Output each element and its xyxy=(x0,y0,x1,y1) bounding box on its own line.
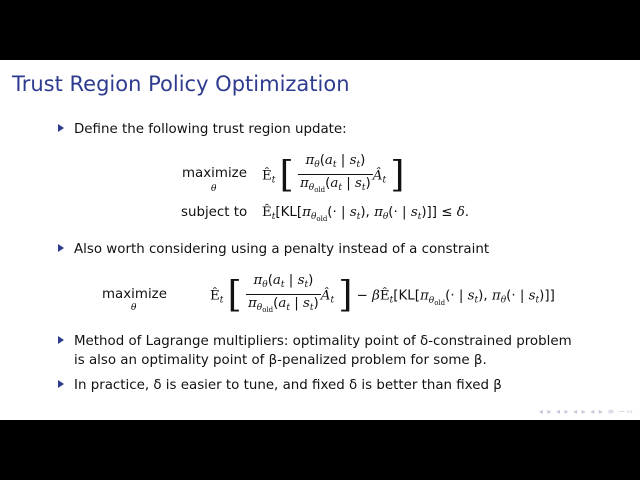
bullet-4 xyxy=(74,376,502,395)
bullet-triangle-icon xyxy=(58,380,64,388)
maximize-label: maximize xyxy=(182,166,247,181)
penalized-objective: $Ê_t$ [ $\frac{\pi_\theta(a_t | s_t)}{\pi_{\theta_{old}}(a_t | s_t)}$ $Â_t$ ] − $\beta Ê_t[KL[\pi_{\theta_{old}}(\cdot$ | $s_t$), $\pi_\theta(\cdot$ | $s_t$)]] xyxy=(210,272,555,319)
bullet-triangle-icon xyxy=(58,336,64,344)
bullet-1 xyxy=(74,120,347,139)
bullet-text: Also worth considering using a penalty instead of a constraint xyxy=(74,242,490,257)
bullet-triangle-icon xyxy=(58,124,64,132)
kl-constraint: $Ê_t[KL[\pi_{\theta_{old}}(\cdot$ | $s_t$), $\pi_\theta(\cdot$ | $s_t)]] \le \delta$. xyxy=(262,205,470,223)
maximize-label-2: maximize xyxy=(102,287,167,302)
slide xyxy=(0,60,640,420)
bullet-triangle-icon xyxy=(58,244,64,252)
bullet-text-continued: is also an optimality point of β-penalized problem for some β. xyxy=(74,353,487,368)
ratio-fraction: $\frac{\pi_\theta(a_t | s_t)}{\pi_{\theta_{old}}(a_t | s_t)}$ xyxy=(299,153,371,194)
slide-title: Trust Region Policy Optimization xyxy=(12,72,350,96)
slide-content xyxy=(0,60,640,420)
theta-subscript-2: θ xyxy=(131,303,137,313)
bullet-2 xyxy=(74,240,489,259)
beamer-navigation-icons[interactable]: ◂ ▸ ◂ ▸ ◂ ▸ ◂ ▸ ≡ ∽∾ xyxy=(538,407,634,416)
objective-expression: $Ê_t$ [ $\frac{\pi_\theta(a_t | s_t)}{\pi_{\theta_{old}}(a_t | s_t)}$ $Â_t$ ] xyxy=(262,152,404,199)
subject-to-label: subject to xyxy=(181,205,248,220)
bullet-text: In practice, δ is easier to tune, and fixed δ is better than fixed β xyxy=(74,378,502,393)
bullet-3 xyxy=(74,332,614,370)
bullet-text: Method of Lagrange multipliers: optimality point of δ-constrained problem xyxy=(74,334,572,349)
theta-subscript: θ xyxy=(211,184,217,194)
ratio-fraction-2: $\frac{\pi_\theta(a_t | s_t)}{\pi_{\theta_{old}}(a_t | s_t)}$ xyxy=(247,273,319,314)
bullet-text: Define the following trust region update: xyxy=(74,122,347,137)
